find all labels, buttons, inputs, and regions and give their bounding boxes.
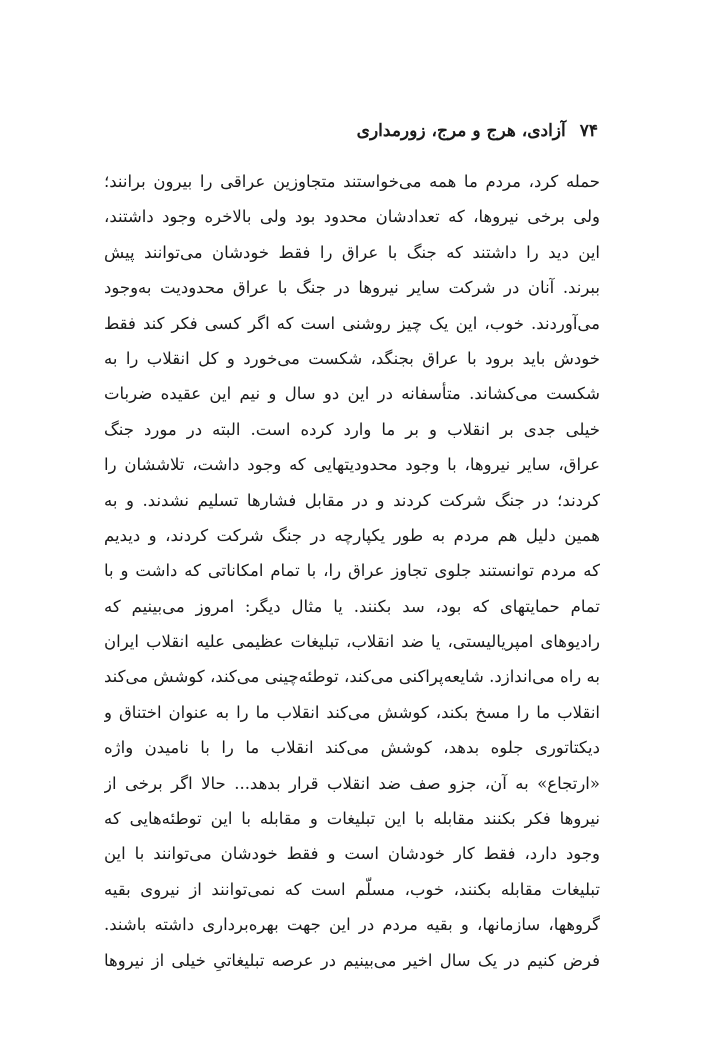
text-line: ولی برخی نیروها، که تعدادشان محدود بود ولی بالاخره وجود داشتند، — [104, 207, 600, 227]
text-line: رادیوهای امپریالیستی، یا ضد انقلاب، تبلیغات عظیمی علیه انقلاب ایران — [104, 632, 600, 652]
text-line: عراق، سایر نیروها، با وجود محدودیتهایی که وجود داشت، تلاششان را — [104, 455, 600, 475]
running-title: آزادی، هرج و مرج، زورمداری — [356, 121, 566, 141]
text-line: «ارتجاع» به آن، جزو صف ضد انقلاب قرار بدهد... حالا اگر برخی از — [104, 773, 600, 793]
text-line: که مردم توانستند جلوی تجاوز عراق را، با تمام امکاناتی که داشت و با — [104, 561, 600, 581]
text-line: همین دلیل هم مردم به طور یکپارچه در جنگ شرکت کردند، و دیدیم — [104, 525, 600, 545]
text-line: نیروها فکر بکنند مقابله با این تبلیغات و مقابله با این توطئه‌هایی که — [104, 809, 600, 829]
text-line: انقلاب ما را مسخ بکند، کوشش می‌کند انقلاب ما را به عنوان اختناق و — [104, 702, 600, 722]
text-line: وجود دارد، فقط کار خودشان است و فقط خودشان می‌توانند با این — [104, 844, 600, 864]
text-line: خیلی جدی بر انقلاب و بر ما وارد کرده است. البته در مورد جنگ — [104, 419, 600, 439]
text-line: خودش باید برود با عراق بجنگد، شکست می‌خورد و کل انقلاب را به — [104, 348, 600, 368]
page-header — [110, 117, 598, 145]
body-text — [104, 164, 600, 978]
text-line: کردند؛ در جنگ شرکت کردند و در مقابل فشارها تسلیم نشدند. و به — [104, 490, 600, 510]
text-line: ببرند. آنان در شرکت سایر نیروها در جنگ با عراق محدودیت به‌وجود — [104, 278, 600, 298]
text-line: می‌آوردند. خوب، این یک چیز روشنی است که اگر کسی فکر کند فقط — [104, 313, 600, 333]
text-line: گروهها، سازمانها، و بقیه مردم در این جهت بهره‌برداری داشته باشند. — [104, 915, 600, 935]
text-line: حمله کرد، مردم ما همه می‌خواستند متجاوزین عراقی را بیرون برانند؛ — [104, 172, 600, 191]
text-line: شکست می‌کشاند. متأسفانه در این دو سال و نیم این عقیده ضربات — [104, 384, 600, 404]
text-line: فرض کنیم در یک سال اخیر می‌بینیم در عرصه تبلیغاتیِ خیلی از نیروها — [104, 950, 600, 970]
text-line: این دید را داشتند که جنگ با عراق را فقط خودشان می‌توانند پیش — [104, 242, 600, 262]
text-line: تمام حمایتهای که بود، سد بکنند. یا مثال دیگر: امروز می‌بینیم که — [104, 596, 600, 616]
page-number: ۷۴ — [579, 121, 598, 141]
text-line: تبلیغات مقابله بکنند، خوب، مسلّم است که نمی‌توانند از نیروی بقیه — [104, 879, 600, 899]
text-line: به راه می‌اندازد. شایعه‌پراکنی می‌کند، توطئه‌چینی می‌کند، کوشش می‌کند — [104, 667, 600, 687]
text-line: دیکتاتوری جلوه بدهد، کوشش می‌کند انقلاب ما را با نامیدن واژه — [104, 738, 600, 758]
